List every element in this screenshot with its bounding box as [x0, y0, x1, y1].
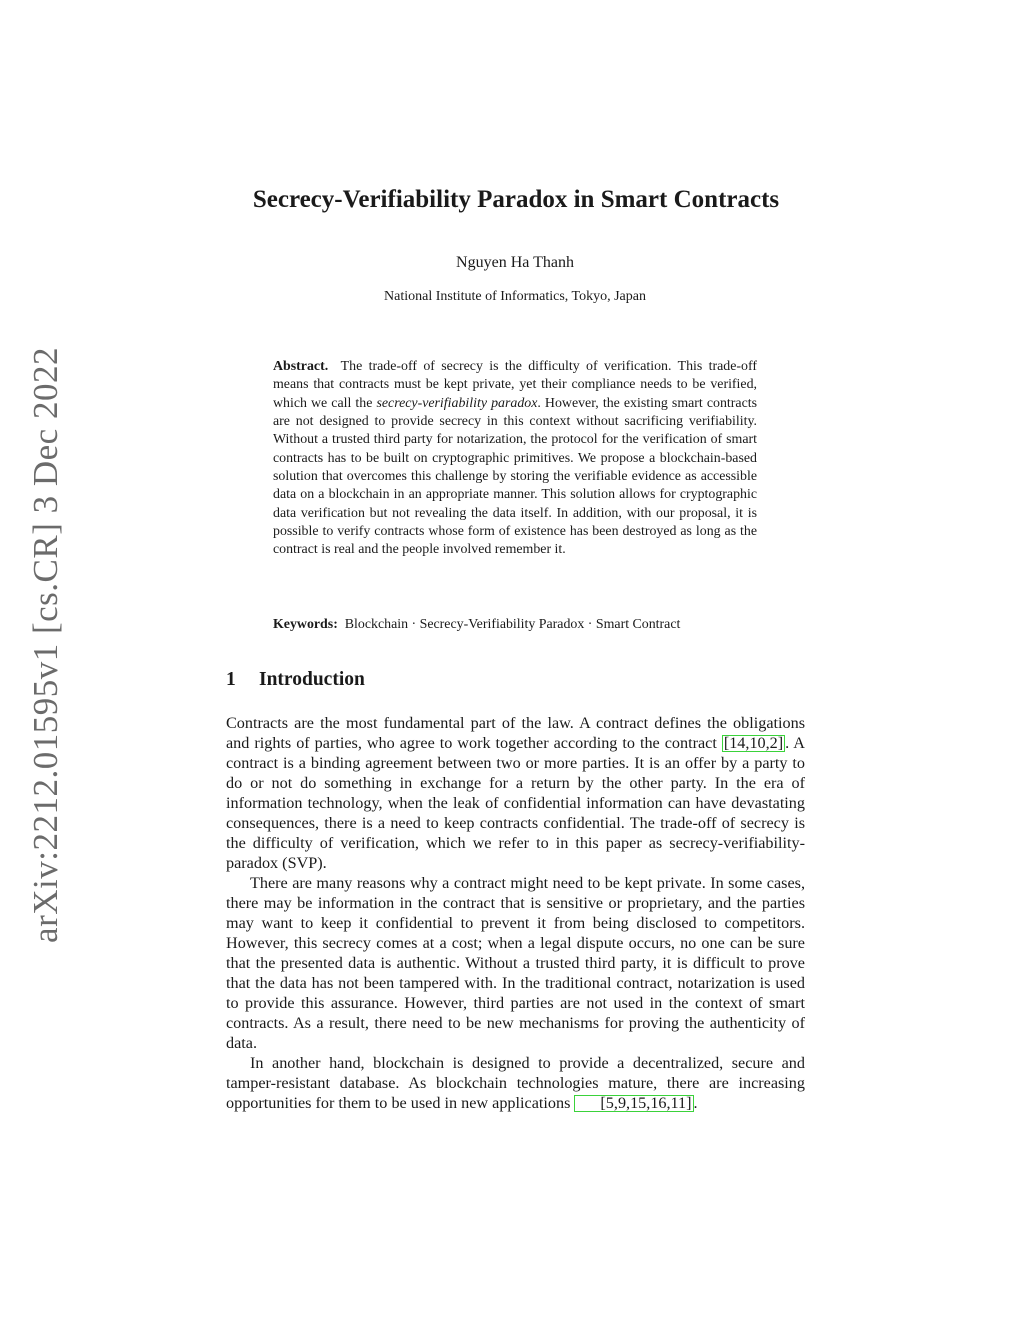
- keywords-label: Keywords:: [273, 617, 338, 632]
- paragraph-1-text-b: . A contract is a binding agreement between two or more parties. It is an offer by a party to do or not do something in exchange for a return by the other party. In the era of information technology, when the leak of confidential information can have devastating consequences, there is a need to keep contracts confidential. The trade-off of secrecy is the difficulty of verification, which we refer to in this paper as secrecy-verifiability-paradox (SVP).: [226, 734, 805, 872]
- author-affiliation: National Institute of Informatics, Tokyo, Japan: [384, 289, 646, 304]
- section-title: Introduction: [259, 669, 365, 690]
- paper-title: Secrecy-Verifiability Paradox in Smart Contracts: [252, 186, 780, 213]
- citation-link-14-10-2[interactable]: [14,10,2]: [723, 734, 784, 752]
- section-number: 1: [226, 669, 236, 690]
- abstract: [273, 358, 757, 560]
- abstract-label: Abstract.: [273, 359, 329, 374]
- paragraph-3: [226, 1053, 805, 1113]
- author-name: Nguyen Ha Thanh: [456, 254, 574, 271]
- arxiv-identifier-text: arXiv:2212.01595v1 [cs.CR] 3 Dec 2022: [26, 347, 66, 943]
- keywords: [273, 616, 763, 634]
- introduction-body: [226, 713, 805, 1113]
- paragraph-3-text-a: In another hand, blockchain is designed to provide a decentralized, secure and tamper-resistant database. As blockchain technologies mature, there are increasing opportunities for them to be used in new applications: [226, 1054, 805, 1112]
- keywords-text: Blockchain · Secrecy-Verifiability Paradox · Smart Contract: [344, 617, 681, 632]
- paragraph-1: [226, 713, 805, 873]
- arxiv-identifier-stamp: [16, 347, 76, 943]
- paragraph-2: There are many reasons why a contract might need to be kept private. In some cases, there may be information in the contract that is sensitive or proprietary, and the parties may want to keep it confidential to prevent it from being disclosed to competitors. However, this secrecy comes at a cost; when a legal dispute occurs, no one can be sure that the presented data is authentic. Without a trusted third party, it is difficult to prove that the data has not been tampered with. In the traditional contract, notarization is used to provide this assurance. However, third parties are not used in the context of smart contracts. As a result, there need to be new mechanisms for proving the authenticity of data.: [226, 874, 805, 1052]
- abstract-text-before: The trade-off of secrecy is the difficulty of verification. This trade-off means that contracts must be kept private, yet their compliance needs to be verified, which we call the: [273, 359, 757, 411]
- abstract-emphasis: secrecy-verifiability paradox: [376, 395, 538, 411]
- section-heading-introduction: [226, 669, 365, 691]
- abstract-text-after: . However, the existing smart contracts are not designed to provide secrecy in this context without sacrificing verifiability. Without a trusted third party for notarization, the protocol for the verification of smart contracts has to be built on cryptographic primitives. We propose a blockchain-based solution that overcomes this challenge by storing the verifiable evidence as accessible data on a blockchain in an appropriate manner. This solution allows for cryptographic data verification but not revealing the data itself. In addition, with our proposal, it is possible to verify contracts whose form of existence has been destroyed as long as the contract is real and the people involved remember it.: [273, 395, 757, 558]
- paragraph-1-text-a: Contracts are the most fundamental part of the law. A contract defines the obligations and rights of parties, who agree to work together according to the contract: [226, 714, 805, 752]
- citation-link-5-9-15-16-11[interactable]: [5,9,15,16,11]: [574, 1095, 693, 1112]
- paragraph-3-text-b: .: [693, 1094, 698, 1112]
